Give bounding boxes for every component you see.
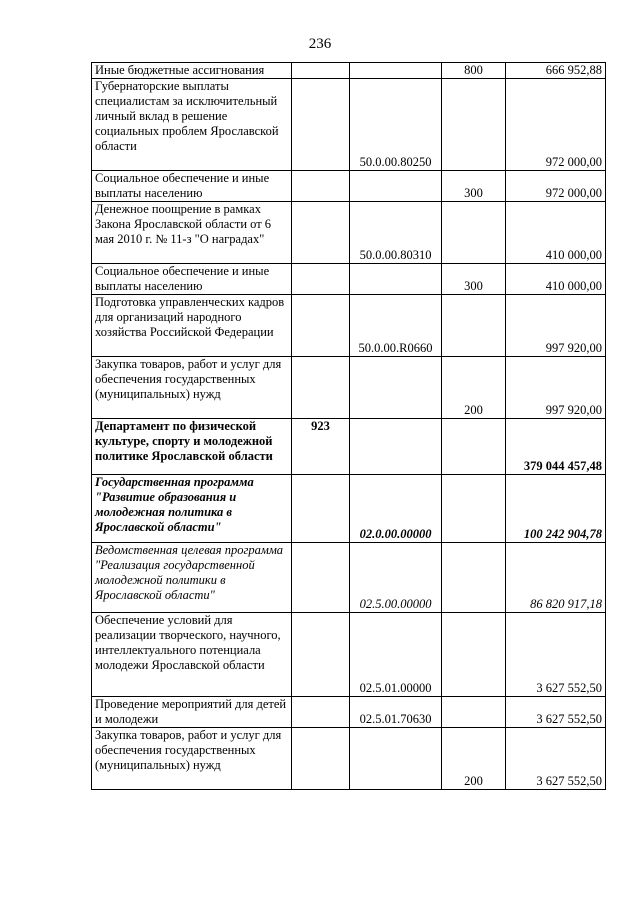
- row-amount: 410 000,00: [506, 264, 606, 295]
- row-dept-code: [292, 728, 350, 790]
- row-target-code: [350, 264, 442, 295]
- row-expense-type: [442, 295, 506, 357]
- table-row: [92, 171, 606, 202]
- row-target-code: [350, 419, 442, 475]
- row-name: Закупка товаров, работ и услуг для обеспечения государственных (муниципальных) нужд: [92, 728, 292, 790]
- row-dept-code: [292, 613, 350, 697]
- row-amount: 379 044 457,48: [506, 419, 606, 475]
- row-expense-type: [442, 475, 506, 543]
- table-row: [92, 202, 606, 264]
- row-target-code: [350, 728, 442, 790]
- row-dept-code: [292, 543, 350, 613]
- row-name: Подготовка управленческих кадров для организаций народного хозяйства Российской Федерации: [92, 295, 292, 357]
- row-target-code: 50.0.00.80310: [350, 202, 442, 264]
- row-expense-type: 200: [442, 357, 506, 419]
- row-name: Денежное поощрение в рамках Закона Ярославской области от 6 мая 2010 г. № 11-з "О наградах": [92, 202, 292, 264]
- row-amount: 666 952,88: [506, 63, 606, 79]
- row-dept-code: [292, 357, 350, 419]
- table-row: [92, 357, 606, 419]
- row-dept-code: [292, 202, 350, 264]
- table-row: [92, 295, 606, 357]
- row-name: Губернаторские выплаты специалистам за исключительный личный вклад в решение социальных проблем Ярославской области: [92, 79, 292, 171]
- table-row: [92, 728, 606, 790]
- row-name: Обеспечение условий для реализации творческого, научного, интеллектуального потенциала молодежи Ярославской области: [92, 613, 292, 697]
- table-row: [92, 543, 606, 613]
- row-expense-type: 300: [442, 171, 506, 202]
- row-name: Государственная программа "Развитие образования и молодежная политика в Ярославской области": [92, 475, 292, 543]
- row-name: Социальное обеспечение и иные выплаты населению: [92, 264, 292, 295]
- row-expense-type: [442, 79, 506, 171]
- row-dept-code: [292, 475, 350, 543]
- page-number: 236: [308, 36, 332, 52]
- row-name: Социальное обеспечение и иные выплаты населению: [92, 171, 292, 202]
- table-row: [92, 79, 606, 171]
- row-name: Иные бюджетные ассигнования: [92, 63, 292, 79]
- row-amount: 3 627 552,50: [506, 697, 606, 728]
- row-expense-type: [442, 419, 506, 475]
- row-dept-code: 923: [292, 419, 350, 475]
- table-row: [92, 63, 606, 79]
- row-target-code: 50.0.00.R0660: [350, 295, 442, 357]
- row-dept-code: [292, 79, 350, 171]
- row-expense-type: [442, 697, 506, 728]
- row-dept-code: [292, 295, 350, 357]
- row-dept-code: [292, 171, 350, 202]
- table-row: [92, 419, 606, 475]
- row-amount: 3 627 552,50: [506, 613, 606, 697]
- row-target-code: 02.5.01.00000: [350, 613, 442, 697]
- row-name: Закупка товаров, работ и услуг для обеспечения государственных (муниципальных) нужд: [92, 357, 292, 419]
- row-expense-type: [442, 613, 506, 697]
- row-target-code: [350, 171, 442, 202]
- row-target-code: 02.5.01.70630: [350, 697, 442, 728]
- row-name: Проведение мероприятий для детей и молодежи: [92, 697, 292, 728]
- row-expense-type: [442, 202, 506, 264]
- row-target-code: [350, 357, 442, 419]
- table-row: [92, 613, 606, 697]
- row-name: Департамент по физической культуре, спорту и молодежной политике Ярославской области: [92, 419, 292, 475]
- row-amount: 997 920,00: [506, 295, 606, 357]
- row-amount: 100 242 904,78: [506, 475, 606, 543]
- row-dept-code: [292, 264, 350, 295]
- row-expense-type: 200: [442, 728, 506, 790]
- table-row: [92, 264, 606, 295]
- row-amount: 972 000,00: [506, 79, 606, 171]
- row-name: Ведомственная целевая программа "Реализация государственной молодежной политики в Ярославской области": [92, 543, 292, 613]
- row-target-code: 02.5.00.00000: [350, 543, 442, 613]
- row-amount: 997 920,00: [506, 357, 606, 419]
- row-amount: 972 000,00: [506, 171, 606, 202]
- row-expense-type: [442, 543, 506, 613]
- table-row: [92, 697, 606, 728]
- row-expense-type: 800: [442, 63, 506, 79]
- row-amount: 3 627 552,50: [506, 728, 606, 790]
- row-target-code: 50.0.00.80250: [350, 79, 442, 171]
- row-dept-code: [292, 63, 350, 79]
- row-target-code: [350, 63, 442, 79]
- row-amount: 410 000,00: [506, 202, 606, 264]
- budget-table-body: [92, 63, 606, 790]
- row-expense-type: 300: [442, 264, 506, 295]
- row-amount: 86 820 917,18: [506, 543, 606, 613]
- row-dept-code: [292, 697, 350, 728]
- row-target-code: 02.0.00.00000: [350, 475, 442, 543]
- budget-table: [91, 62, 606, 790]
- table-row: [92, 475, 606, 543]
